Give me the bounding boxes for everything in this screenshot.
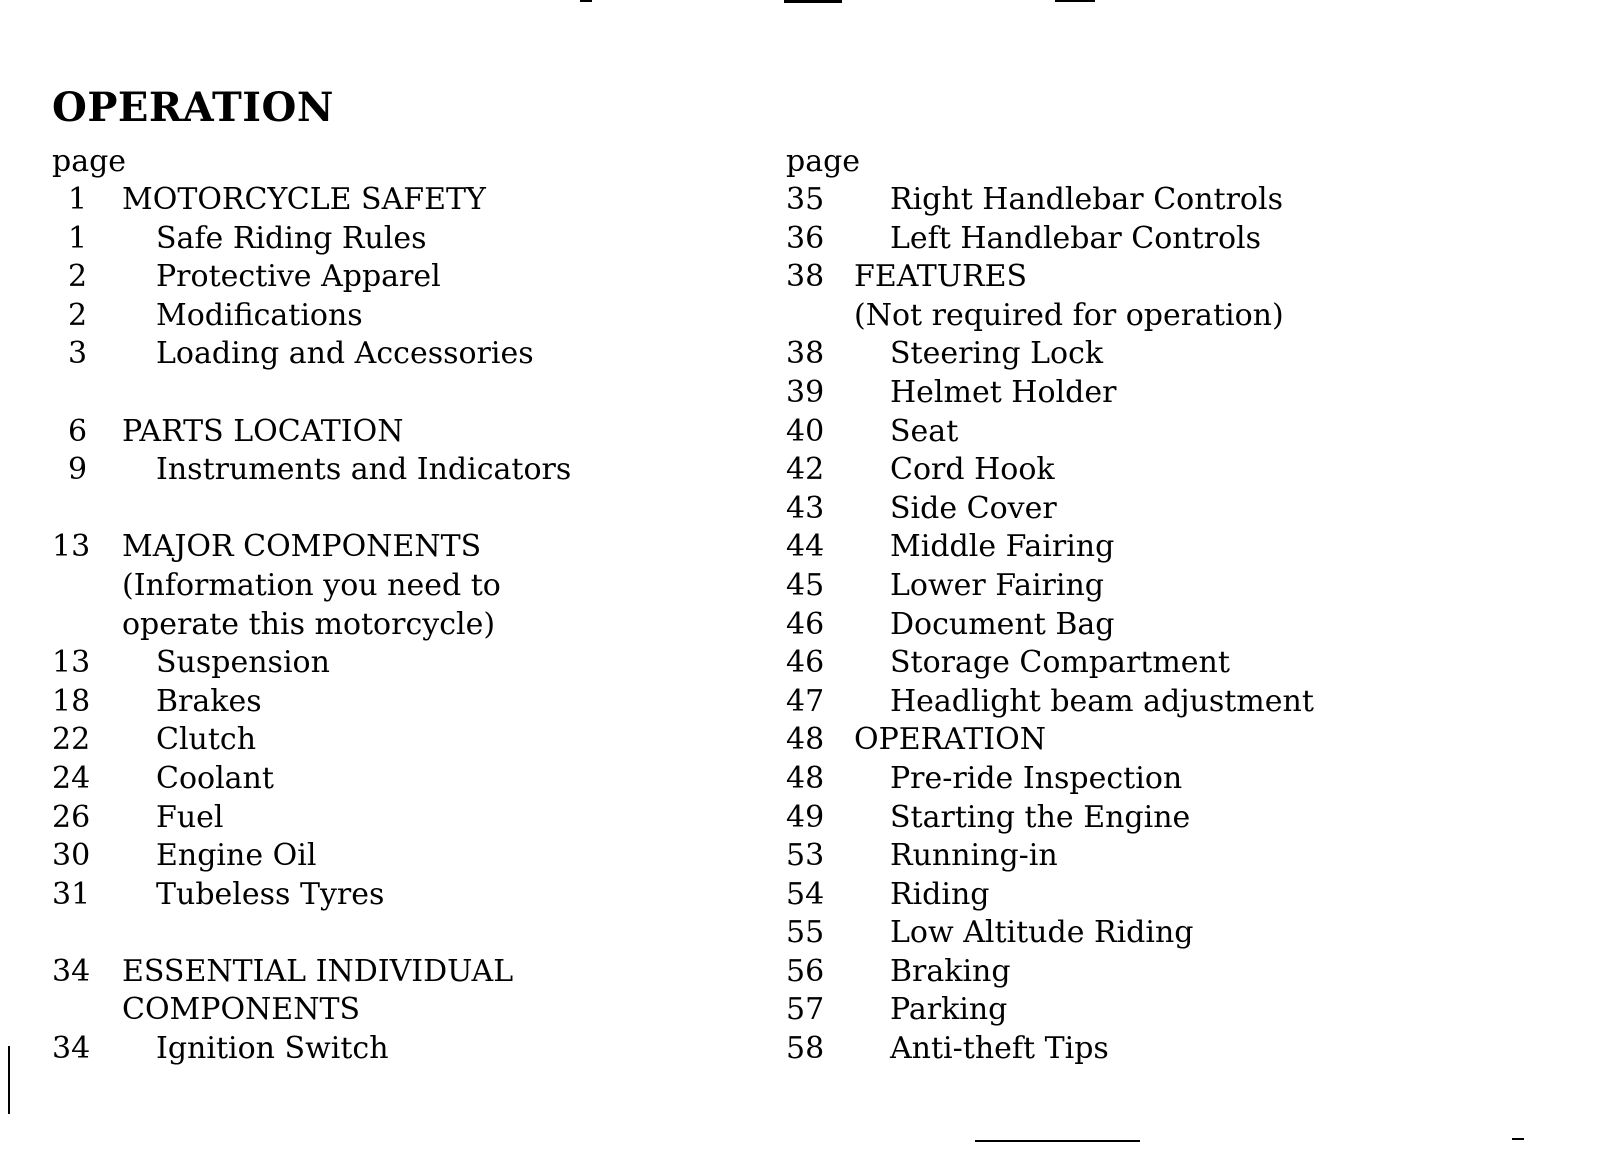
toc-page-number: 3 bbox=[68, 336, 88, 372]
toc-subsection-entry bbox=[786, 181, 1486, 220]
toc-spacer bbox=[52, 374, 712, 413]
toc-entry-label: Left Handlebar Controls bbox=[890, 220, 1262, 256]
toc-subsection-entry bbox=[786, 683, 1486, 722]
toc-entry-label: Engine Oil bbox=[156, 838, 317, 874]
toc-section-entry bbox=[52, 413, 712, 452]
toc-page-number: 56 bbox=[786, 953, 825, 989]
toc-page-number: 2 bbox=[68, 259, 88, 295]
toc-subsection-entry bbox=[786, 451, 1486, 490]
toc-entry-label: PARTS LOCATION bbox=[122, 413, 404, 449]
toc-page-number: 13 bbox=[52, 529, 91, 565]
toc-entry-label: Braking bbox=[890, 953, 1011, 989]
toc-spacer bbox=[52, 914, 712, 953]
scan-mark bbox=[784, 0, 842, 3]
toc-subsection-entry bbox=[52, 335, 712, 374]
toc-subsection-entry bbox=[52, 721, 712, 760]
toc-subsection-entry bbox=[786, 760, 1486, 799]
scan-mark bbox=[580, 0, 592, 2]
toc-page-number: 38 bbox=[786, 336, 825, 372]
toc-entry-label: Seat bbox=[890, 413, 959, 449]
toc-subsection-entry bbox=[52, 876, 712, 915]
toc-entry-label: Instruments and Indicators bbox=[156, 452, 572, 488]
toc-entry-label: Parking bbox=[890, 992, 1008, 1028]
toc-entry-label: Right Handlebar Controls bbox=[890, 182, 1283, 217]
toc-entry-label: Ignition Switch bbox=[156, 1031, 389, 1067]
toc-page-number: 40 bbox=[786, 413, 825, 449]
toc-entry-label: Anti-theft Tips bbox=[890, 1031, 1109, 1067]
toc-entry-label: Side Cover bbox=[890, 490, 1057, 526]
toc-entry-label: Starting the Engine bbox=[890, 799, 1191, 835]
toc-subsection-entry bbox=[786, 606, 1486, 645]
toc-entry-label: operate this motorcycle) bbox=[122, 606, 496, 642]
toc-page-number: 36 bbox=[786, 220, 825, 256]
toc-page-number: 58 bbox=[786, 1031, 825, 1067]
toc-subsection-entry bbox=[52, 760, 712, 799]
page-column-header: page bbox=[52, 144, 127, 179]
toc-subsection-entry bbox=[786, 220, 1486, 259]
toc-entry-label: Cord Hook bbox=[890, 452, 1055, 488]
toc-entry-label: COMPONENTS bbox=[122, 992, 361, 1028]
toc-section-entry bbox=[52, 953, 712, 992]
toc-entry-label: Storage Compartment bbox=[890, 645, 1230, 681]
toc-section-entry bbox=[52, 181, 712, 220]
scan-mark bbox=[1055, 0, 1095, 2]
toc-page-number: 54 bbox=[786, 876, 825, 912]
toc-subsection-entry bbox=[786, 837, 1486, 876]
toc-page-number: 49 bbox=[786, 799, 825, 835]
toc-page-number: 1 bbox=[68, 182, 88, 217]
toc-section-entry bbox=[52, 567, 712, 606]
toc-subsection-entry bbox=[786, 490, 1486, 529]
toc-page-number: 55 bbox=[786, 915, 825, 951]
toc-page-number: 48 bbox=[786, 722, 825, 758]
toc-page-number: 39 bbox=[786, 374, 825, 410]
toc-page-number: 13 bbox=[52, 645, 91, 681]
toc-entry-label: Modifications bbox=[156, 297, 363, 333]
page-column-header: page bbox=[786, 144, 861, 179]
toc-entry-label: Clutch bbox=[156, 722, 257, 758]
toc-page-number: 46 bbox=[786, 645, 825, 681]
toc-page-number: 57 bbox=[786, 992, 825, 1028]
toc-page-number: 42 bbox=[786, 452, 825, 488]
toc-subsection-entry bbox=[786, 1030, 1486, 1069]
toc-subsection-entry bbox=[786, 953, 1486, 992]
toc-entry-label: Tubeless Tyres bbox=[156, 876, 385, 912]
toc-entry-label: ESSENTIAL INDIVIDUAL bbox=[122, 953, 514, 989]
toc-subsection-entry bbox=[52, 799, 712, 838]
toc-page-number: 53 bbox=[786, 838, 825, 874]
toc-entry-label: (Information you need to bbox=[122, 567, 501, 603]
toc-page-number: 24 bbox=[52, 760, 91, 796]
toc-entry-label: Suspension bbox=[156, 645, 330, 681]
toc-page-number: 48 bbox=[786, 760, 825, 796]
toc-page-number: 18 bbox=[52, 683, 91, 719]
toc-entry-label: Headlight beam adjustment bbox=[890, 683, 1314, 719]
toc-entry-label: Pre-ride Inspection bbox=[890, 760, 1183, 796]
scan-mark bbox=[975, 1140, 1140, 1142]
toc-entry-label: Lower Fairing bbox=[890, 567, 1105, 603]
toc-page-number: 31 bbox=[52, 876, 91, 912]
toc-entry-label: MOTORCYCLE SAFETY bbox=[122, 182, 486, 217]
toc-entry-label: FEATURES bbox=[854, 259, 1028, 295]
toc-entry-label: Document Bag bbox=[890, 606, 1115, 642]
toc-page-number: 6 bbox=[68, 413, 88, 449]
toc-subsection-entry bbox=[786, 335, 1486, 374]
toc-subsection-entry bbox=[52, 1030, 712, 1069]
toc-subsection-entry bbox=[786, 991, 1486, 1030]
toc-entry-label: (Not required for operation) bbox=[854, 297, 1284, 333]
toc-entry-label: MAJOR COMPONENTS bbox=[122, 529, 482, 565]
toc-subsection-entry bbox=[786, 413, 1486, 452]
toc-page-number: 46 bbox=[786, 606, 825, 642]
toc-subsection-entry bbox=[52, 683, 712, 722]
toc-spacer bbox=[52, 490, 712, 529]
toc-subsection-entry bbox=[52, 451, 712, 490]
toc-section-entry bbox=[52, 991, 712, 1030]
toc-entry-label: Middle Fairing bbox=[890, 529, 1115, 565]
toc-page-number: 22 bbox=[52, 722, 91, 758]
toc-entry-label: Brakes bbox=[156, 683, 262, 719]
toc-page-number: 45 bbox=[786, 567, 825, 603]
toc-section-entry bbox=[52, 528, 712, 567]
toc-subsection-entry bbox=[52, 258, 712, 297]
toc-subsection-entry bbox=[786, 528, 1486, 567]
toc-subsection-entry bbox=[786, 799, 1486, 838]
toc-entry-label: Fuel bbox=[156, 799, 224, 835]
toc-page-number: 34 bbox=[52, 953, 91, 989]
toc-page-number: 35 bbox=[786, 182, 825, 217]
toc-section-entry bbox=[786, 258, 1486, 297]
toc-page-number: 47 bbox=[786, 683, 825, 719]
toc-section-entry bbox=[786, 721, 1486, 760]
toc-page-number: 44 bbox=[786, 529, 825, 565]
toc-entry-label: Running-in bbox=[890, 838, 1058, 874]
toc-column-right bbox=[786, 143, 1486, 1069]
toc-subsection-entry bbox=[52, 297, 712, 336]
toc-column-left bbox=[52, 143, 712, 1069]
scan-edge-mark bbox=[8, 1046, 10, 1114]
toc-section-entry bbox=[52, 606, 712, 645]
toc-section-entry bbox=[786, 297, 1486, 336]
toc-page-number: 34 bbox=[52, 1031, 91, 1067]
toc-subsection-entry bbox=[786, 374, 1486, 413]
page-title: OPERATION bbox=[52, 84, 334, 131]
toc-subsection-entry bbox=[786, 567, 1486, 606]
scan-mark bbox=[1512, 1138, 1524, 1140]
toc-subsection-entry bbox=[52, 644, 712, 683]
toc-entry-label: OPERATION bbox=[854, 722, 1046, 758]
toc-page-number: 38 bbox=[786, 259, 825, 295]
toc-entry-label: Helmet Holder bbox=[890, 374, 1117, 410]
toc-subsection-entry bbox=[52, 220, 712, 259]
toc-entry-label: Loading and Accessories bbox=[156, 336, 534, 372]
toc-page-number: 43 bbox=[786, 490, 825, 526]
toc-entry-label: Protective Apparel bbox=[156, 259, 441, 295]
toc-entry-label: Coolant bbox=[156, 760, 274, 796]
toc-entry-label: Steering Lock bbox=[890, 336, 1104, 372]
toc-entry-label: Safe Riding Rules bbox=[156, 220, 427, 256]
toc-page-number: 9 bbox=[68, 452, 88, 488]
toc-subsection-entry bbox=[786, 644, 1486, 683]
toc-page-number: 30 bbox=[52, 838, 91, 874]
toc-subsection-entry bbox=[786, 914, 1486, 953]
toc-page-number: 2 bbox=[68, 297, 88, 333]
toc-page-number: 1 bbox=[68, 220, 88, 256]
toc-subsection-entry bbox=[786, 876, 1486, 915]
toc-subsection-entry bbox=[52, 837, 712, 876]
toc-entry-label: Low Altitude Riding bbox=[890, 915, 1194, 951]
toc-entry-label: Riding bbox=[890, 876, 990, 912]
toc-page-number: 26 bbox=[52, 799, 91, 835]
